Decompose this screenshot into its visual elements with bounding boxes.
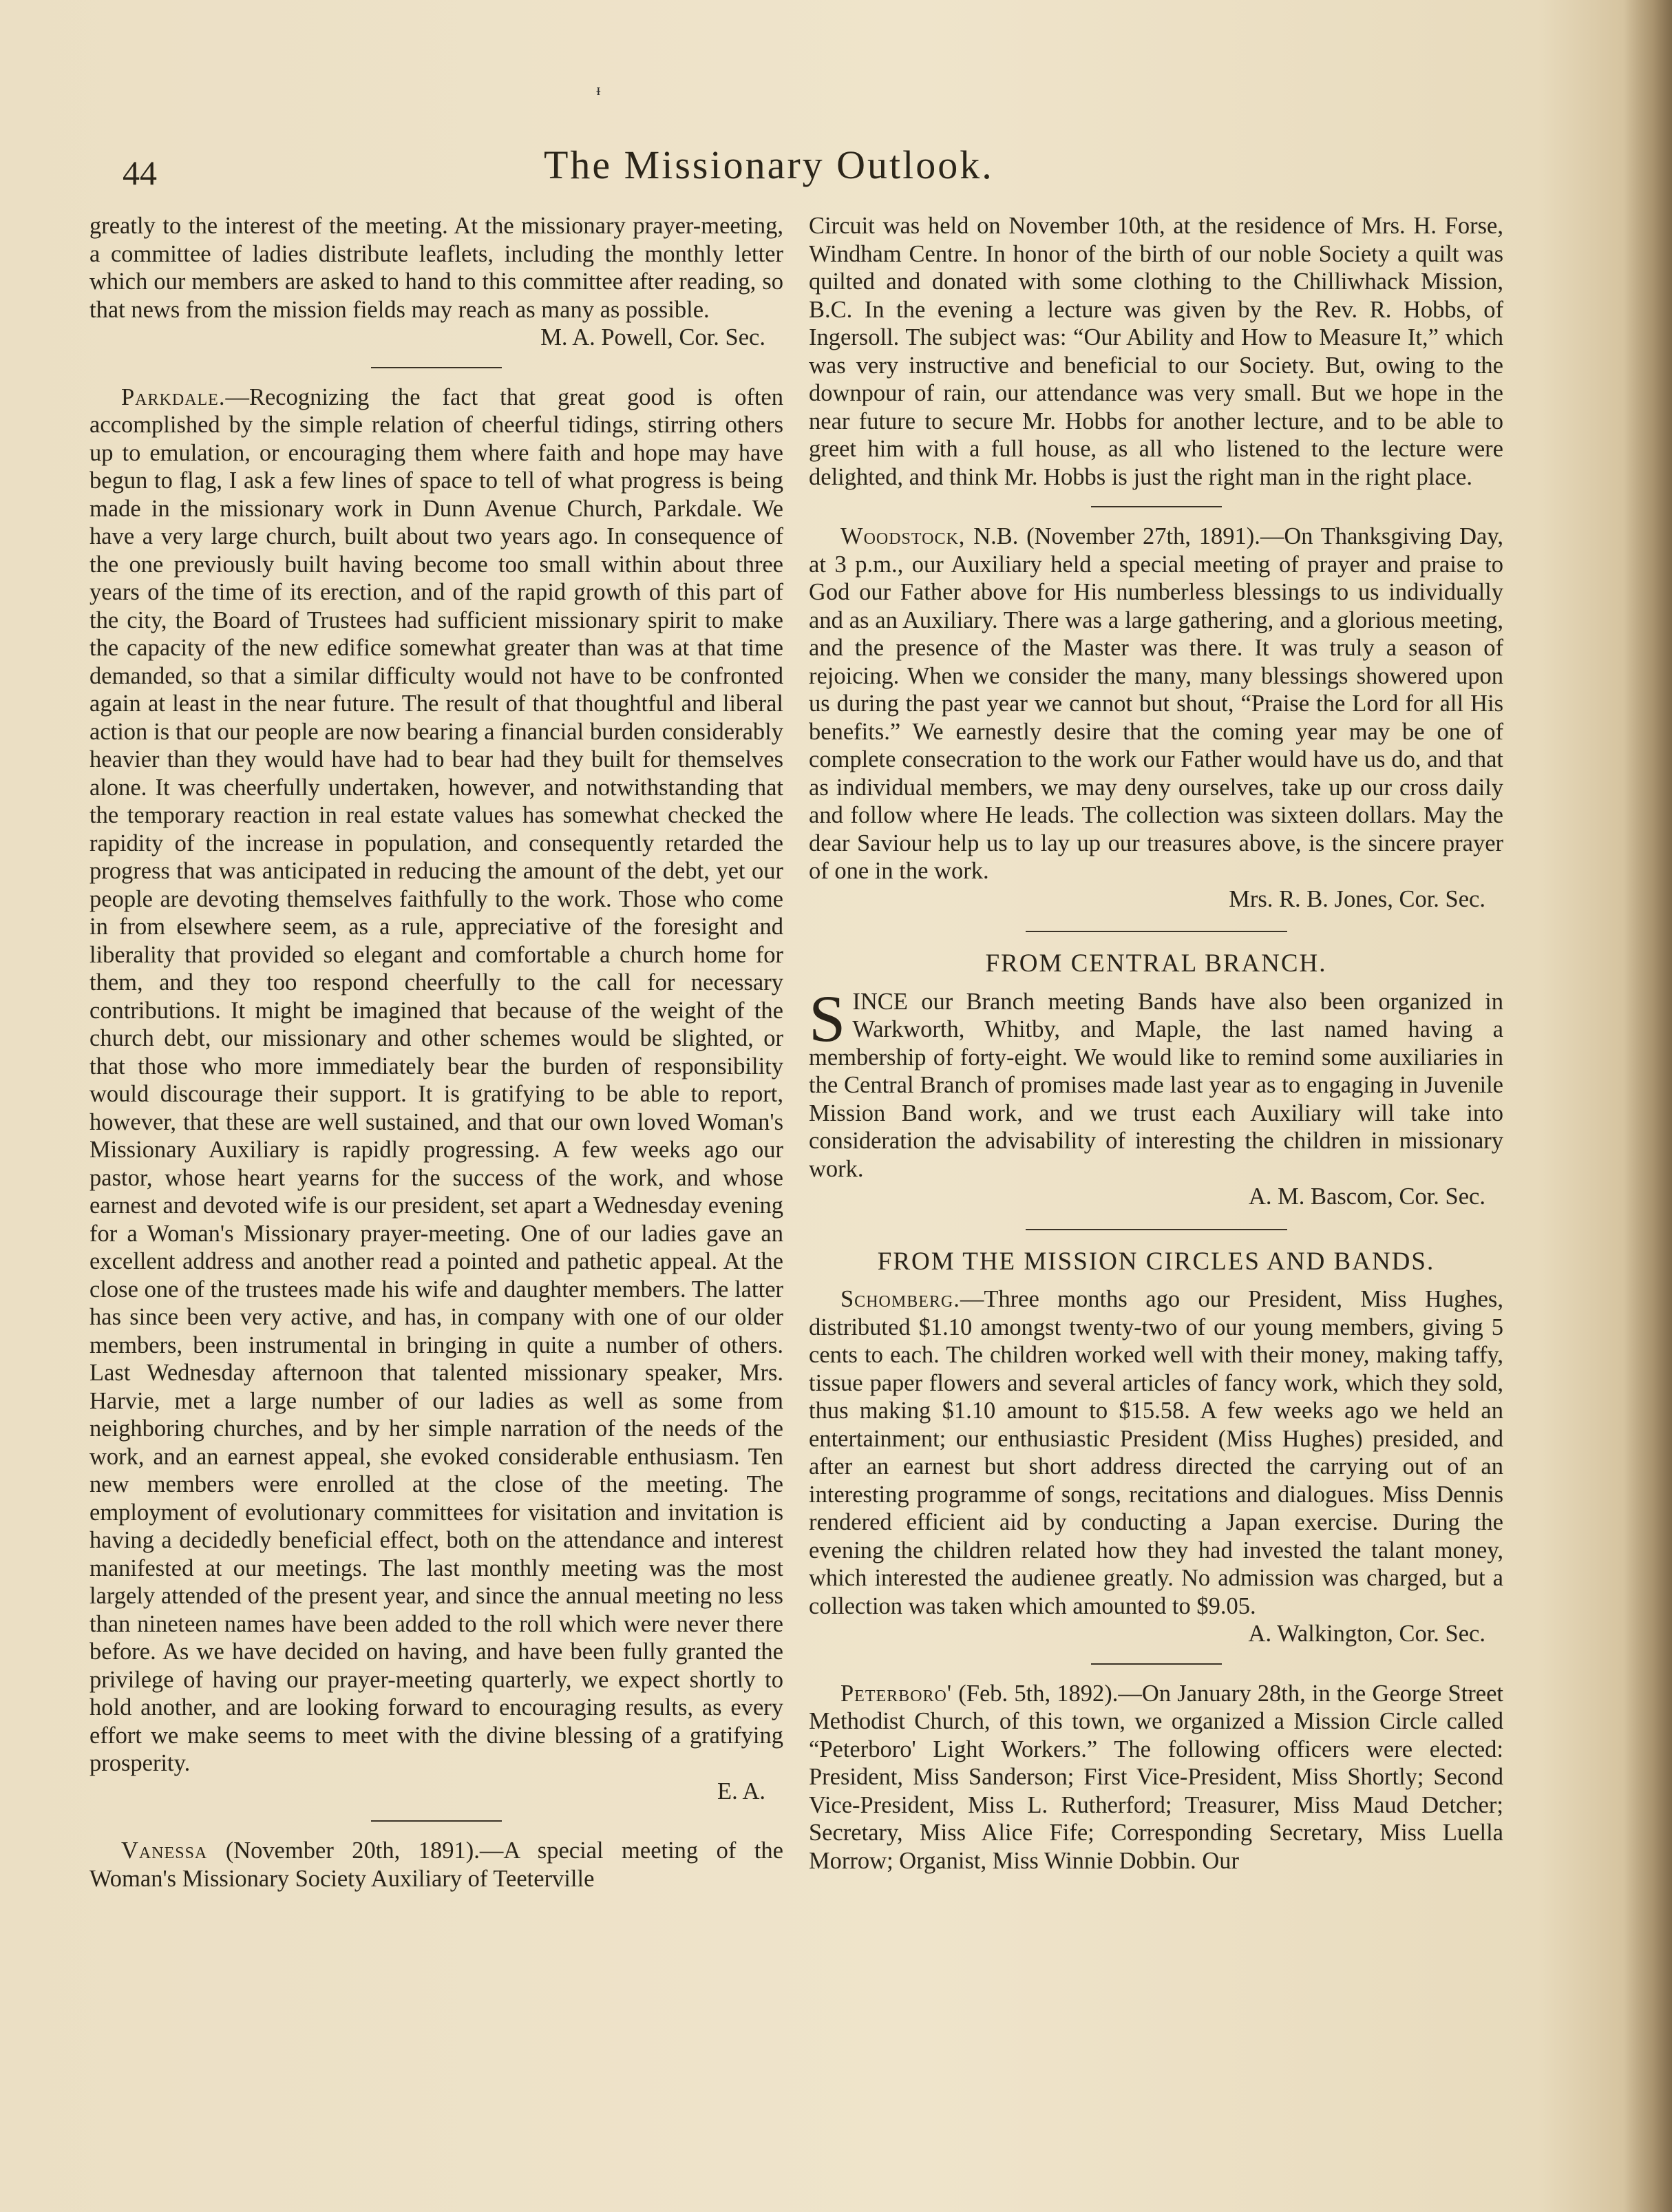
article-central-branch [809, 981, 1503, 1183]
section-divider-rule [1026, 931, 1287, 932]
article-heading-vanessa: Vanessa [121, 1837, 208, 1864]
article-continuation: greatly to the interest of the meeting. At the missionary prayer-meeting, a committee of ladies distribute leaflets, including the monthly letter which our members are asked to hand to this committee after reading, so that news from the mission fields may reach as many as possible. [89, 213, 783, 323]
article-woodstock [809, 523, 1503, 885]
signature-bascom: A. M. Bascom, Cor. Sec. [1248, 1183, 1485, 1210]
signature-powell: M. A. Powell, Cor. Sec. [540, 324, 765, 350]
article-body-vanessa: (November 20th, 1891).—A special meeting of the Woman's Missionary Society Auxiliary of Teeterville [89, 1837, 783, 1892]
divider-rule [1091, 506, 1222, 507]
article-body-woodstock: N.B. (November 27th, 1891).—On Thanksgiving Day, at 3 p.m., our Auxiliary held a special meeting of prayer and praise to God our Father above for His numberless blessings to us individually and as an Auxiliary. There was a large gathering, and a glorious meeting, and the presence of the Master was there. It was truly a season of rejoicing. When we consider the many, many blessings showered upon us during the past year we cannot but shout, “Praise the Lord for all His benefits.” We earnestly desire that the coming year may be one of complete consecration to the work our Father would have us do, and that as individual members, we may deny ourselves, take up our cross daily and follow where He leads. The collection was sixteen dollars. May the dear Saviour help us to lay up our treasures above, is the sincere prayer of one in the work. [809, 523, 1503, 884]
drop-cap: S [809, 981, 846, 1055]
article-continuation-teeterville: Circuit was held on November 10th, at the residence of Mrs. H. Forse, Windham Centre. In honor of the birth of our noble Society a quilt was quilted and donated with some clothing to the Chilliwhack Mission, B.C. In the evening a lecture was given by the Rev. R. Hobbs, of Ingersoll. The subject was: “Our Ability and How to Measure It,” which was very instructive and beneficial to our Society. But, owing to the downpour of rain, our attendance was very small. But we hope in the near future to secure Mr. Hobbs for another lecture, and to be able to greet him with a full house, as all who listened to the lecture were delighted, and think Mr. Hobbs is just the right man in the right place. [809, 213, 1503, 490]
article-peterboro [809, 1680, 1503, 1875]
article-schomberg [809, 1285, 1503, 1620]
article-heading-woodstock: Woodstock, [840, 523, 966, 549]
article-parkdale [89, 383, 783, 1778]
signature-ea: E. A. [717, 1778, 765, 1804]
article-body-peterboro: (Feb. 5th, 1892).—On January 28th, in the George Street Methodist Church, of this town, we organized a Mission Circle called “Peterboro' Light Workers.” The following officers were elected: President, Miss Sanderson; First Vice-President, Miss Shortly; Second Vice-President, Miss L. Rutherford; Treasurer, Miss Maud Detcher; Secretary, Miss Alice Fife; Corresponding Secretary, Miss Luella Morrow; Organist, Miss Winnie Dobbin. Our [809, 1680, 1503, 1874]
left-column [89, 212, 783, 1893]
section-heading-central-branch: FROM CENTRAL BRANCH. [985, 949, 1327, 978]
article-vanessa [89, 1837, 783, 1893]
divider-rule [371, 367, 502, 368]
right-column [809, 212, 1503, 1875]
stray-mark: ᵻ [596, 81, 601, 99]
section-divider-rule [1026, 1229, 1287, 1230]
article-heading-peterboro: Peterboro' [840, 1680, 953, 1707]
article-body-central-branch: INCE our Branch meeting Bands have also been organized in Warkworth, Whitby, and Maple, the last named having a membership of forty-eight. We would like to remind some auxiliaries in the Central Branch of promises made last year as to engaging in Juvenile Mission Band work, and we trust each Auxiliary will take into consideration the advisability of interesting the children in missionary work. [809, 988, 1503, 1182]
article-body-schomberg: —Three months ago our President, Miss Hughes, distributed $1.10 amongst twenty-two of our young members, giving 5 cents to each. The children worked well with their money, making taffy, tissue paper flowers and several articles of fancy work, which they sold, thus making $1.10 amount to $15.58. A few weeks ago we held an entertainment; our enthusiastic President (Miss Hughes) presided, and after an earnest but short address directed the carrying out of an interesting programme of songs, recitations and dialogues. Miss Dennis rendered efficient aid by conducting a Japan exercise. During the evening the children related how they had invested the talant money, which interested the audienee greatly. No admission was charged, but a collection was taken which amounted to $9.05. [809, 1286, 1503, 1619]
divider-rule [371, 1820, 502, 1822]
section-heading-mission-circles: FROM THE MISSION CIRCLES AND BANDS. [877, 1247, 1435, 1276]
article-heading-schomberg: Schomberg. [840, 1286, 960, 1312]
signature-walkington: A. Walkington, Cor. Sec. [1248, 1621, 1485, 1647]
divider-rule [1091, 1663, 1222, 1665]
article-heading-parkdale: Parkdale. [121, 383, 226, 410]
article-body-parkdale: —Recognizing the fact that great good is often accomplished by the simple relation of cheerful tidings, stirring others up to emulation, or encouraging them where faith and hope may have begun to flag, I ask a few lines of space to tell of what progress is being made in the missionary work in Dunn Avenue Church, Parkdale. We have a very large church, built about two years ago. In consequence of the one previously built having become too small within about three years of the time of its erection, and of the rapid growth of this part of the city, the Board of Trustees had sufficient missionary spirit to make the capacity of the new edifice somewhat greater than was at that time demanded, so that a similar difficulty would not have to be confronted again at least in the near future. The result of that thoughtful and liberal action is that our people are now bearing a financial burden considerably heavier than they would have had to bear had they built for themselves alone. It was cheerfully undertaken, however, and notwithstanding that the temporary reaction in real estate values has somewhat checked the rapidity of the increase in population, and consequently retarded the progress that was anticipated in reducing the amount of the debt, yet our people are devoting themselves faithfully to the work. Those who come in from elsewhere seem, as a rule, appreciative of the foresight and liberality that provided so elegant and comfortable a church home for them, and they too respond cheerfully to the call for necessary contributions. It might be imagined that because of the weight of the church debt, our missionary and other schemes would be slighted, or that those who more immediately bear the burden of responsibility would discourage their support. It is gratifying to be able to report, however, that these are well sustained, and that our own loved Woman's Missionary Auxiliary is rapidly progressing. A few weeks ago our pastor, whose heart yearns for the success of the work, and whose earnest and devoted wife is our president, set apart a Wednesday evening for a Woman's Missionary prayer-meeting. One of our ladies gave an excellent address and another read a pointed and pathetic appeal. At the close one of the trustees made his wife and daughter members. The latter has since been very active, and has, in company with one of our older members, been instrumental in bringing in quite a number of others. Last Wednesday afternoon that talented missionary speaker, Mrs. Harvie, met a large number of our ladies as well as some from neighboring churches, and by her simple narration of the needs of the work, and an earnest appeal, she evoked considerable enthusiasm. Ten new members were enrolled at the close of the meeting. The employment of evolutionary committees for visitation and invitation is having a decidedly beneficial effect, both on the attendance and interest manifested at our meetings. The last monthly meeting was the most largely attended of the present year, and since the annual meeting no less than nineteen names have been added to the roll which were never there before. As we have decided on having, and have been fully granted the privilege of having our prayer-meeting quarterly, we expect shortly to hold another, and are looking forward to encouraging results, as every effort we make seems to meet with the divine blessing of a gratifying prosperity. [89, 383, 783, 1776]
signature-jones: Mrs. R. B. Jones, Cor. Sec. [1229, 885, 1485, 912]
page-edge-shadow [1624, 0, 1672, 2212]
masthead-title: The Missionary Outlook. [544, 143, 994, 187]
page-number: 44 [123, 154, 157, 192]
